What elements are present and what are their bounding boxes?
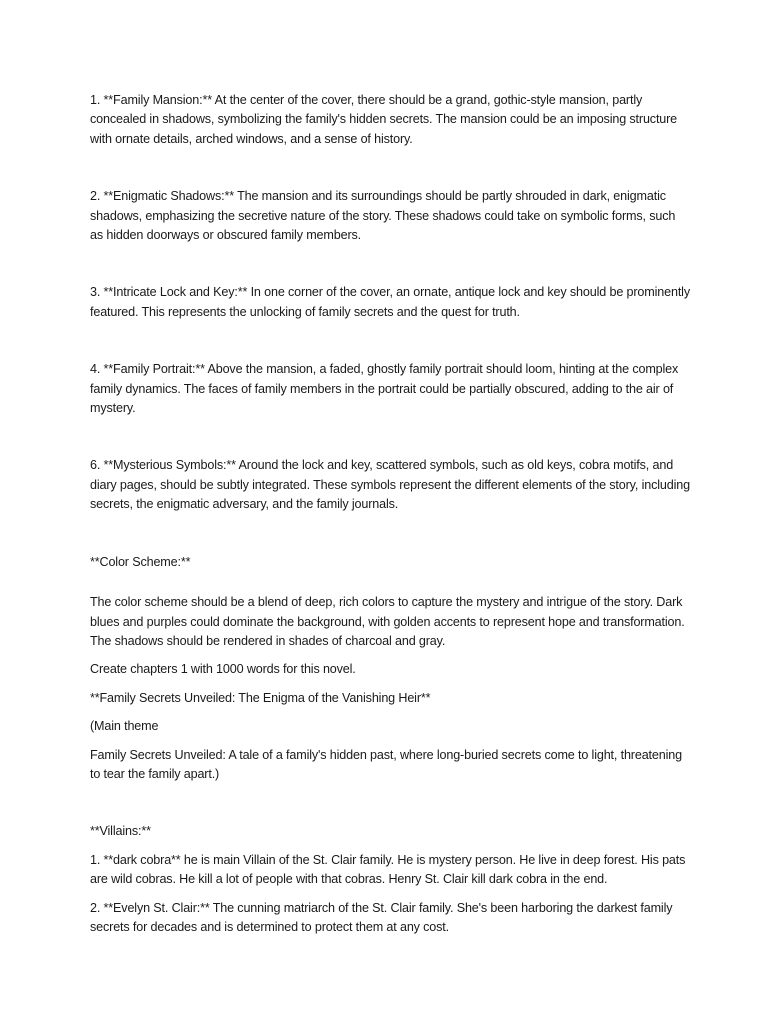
paragraph-create-chapters: Create chapters 1 with 1000 words for this novel. (90, 662, 356, 677)
document-page (90, 91, 694, 937)
paragraph-mysterious-symbols: 6. **Mysterious Symbols:** Around the lock and key, scattered symbols, such as old keys, cobra motifs, and diary pages, should be subtly integrated. These symbols represent the different elements of the story, including secrets, the enigmatic adversary, and the family journals. (90, 458, 694, 512)
paragraph-lock-and-key: 3. **Intricate Lock and Key:** In one corner of the cover, an ornate, antique lock and key should be prominently featured. This represents the unlocking of family secrets and the quest for truth. (90, 285, 694, 319)
paragraph-villain-dark-cobra: 1. **dark cobra** he is main Villain of the St. Clair family. He is mystery person. He live in deep forest. His pats are wild cobras. He kill a lot of people with that cobras. Henry St. Clair kill dark cobra in the end. (90, 852, 689, 887)
paragraph-family-mansion: 1. **Family Mansion:** At the center of the cover, there should be a grand, gothic-style mansion, partly concealed in shadows, symbolizing the family's hidden secrets. The mansion could be an imposing structure with ornate details, arched windows, and a sense of history. (90, 93, 681, 146)
paragraph-main-theme: Family Secrets Unveiled: A tale of a family's hidden past, where long-buried secrets come to light, threatening to tear the family apart.) (90, 747, 686, 781)
heading-villains: **Villains:** (90, 824, 151, 839)
paragraph-enigmatic-shadows: 2. **Enigmatic Shadows:** The mansion and its surroundings should be partly shrouded in dark, enigmatic shadows, emphasizing the secretive nature of the story. These shadows could take on symbolic forms, such as hidden doorways or obscured family members. (90, 189, 679, 243)
heading-novel-title: **Family Secrets Unveiled: The Enigma of the Vanishing Heir** (90, 690, 431, 705)
paragraph-main-theme-label: (Main theme (90, 719, 159, 734)
paragraph-family-portrait: 4. **Family Portrait:** Above the mansion, a faded, ghostly family portrait should loom, hinting at the complex family dynamics. The faces of family members in the portrait could be partially obscured, adding to the air of mystery. (90, 362, 682, 416)
heading-color-scheme: **Color Scheme:** (90, 554, 191, 569)
paragraph-color-scheme: The color scheme should be a blend of deep, rich colors to capture the mystery and intrigue of the story. Dark blues and purples could dominate the background, with golden accents to represent hope and transformation. The shadows should be rendered in shades of charcoal and gray. (90, 595, 688, 648)
paragraph-villain-evelyn: 2. **Evelyn St. Clair:** The cunning matriarch of the St. Clair family. She's been harboring the darkest family secrets for decades and is determined to protect them at any cost. (90, 900, 676, 934)
